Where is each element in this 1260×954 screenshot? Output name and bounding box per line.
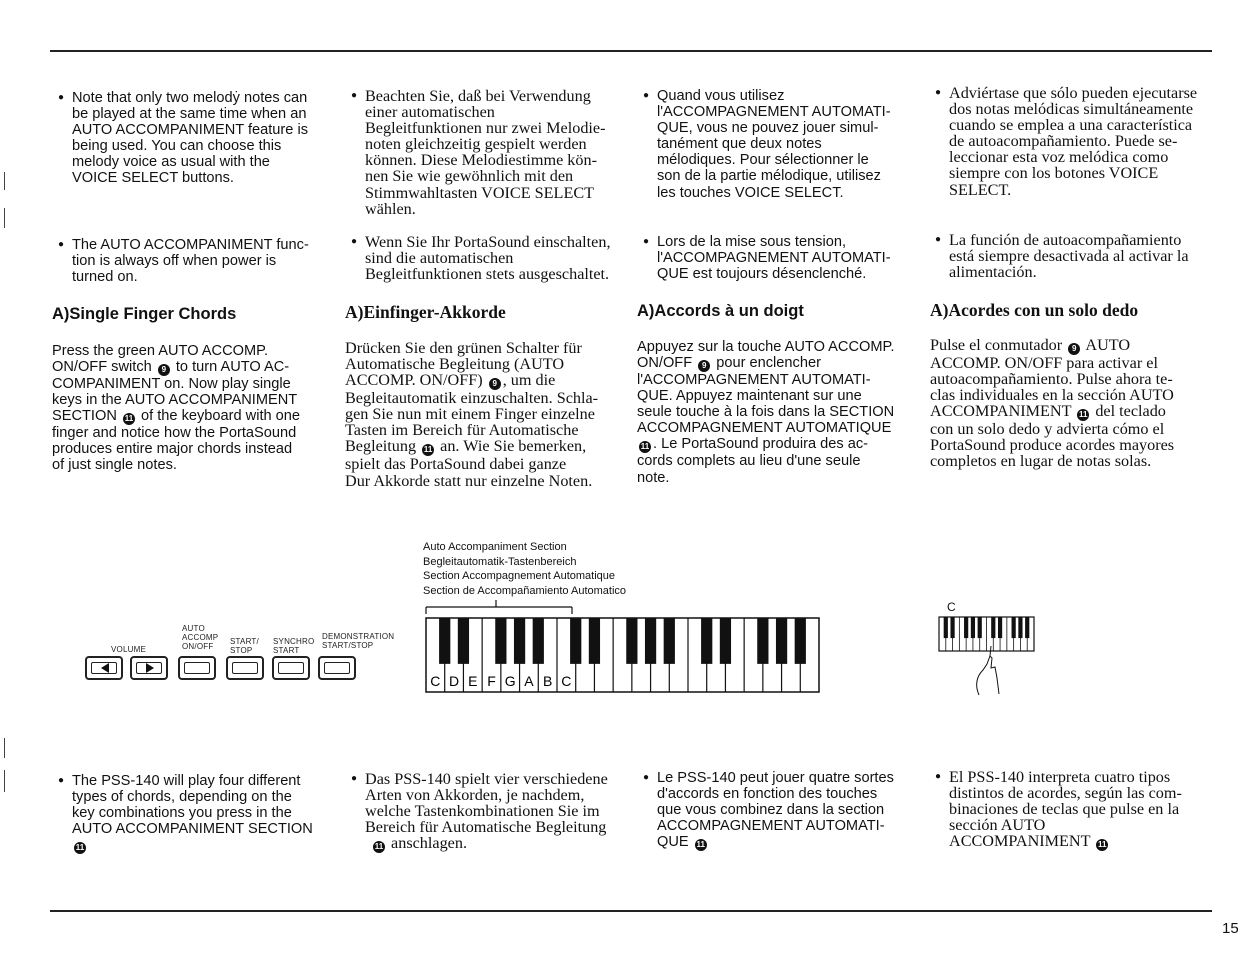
black-key bbox=[439, 618, 450, 664]
mini-black-key bbox=[978, 617, 982, 638]
black-key bbox=[720, 618, 731, 664]
english-column-note2 bbox=[58, 237, 336, 285]
spanish-column-note2 bbox=[935, 232, 1213, 280]
section-marker-icon: 11 bbox=[1098, 840, 1107, 850]
black-key bbox=[795, 618, 806, 664]
spanish-column bbox=[935, 85, 1213, 198]
section-marker-icon: 11 bbox=[640, 442, 650, 452]
keyboard-diagram bbox=[420, 600, 825, 695]
mini-black-key bbox=[964, 617, 968, 638]
fr-note-two-melody: ● Quand vous utilisez l'ACCOMPAGNEMENT AUTOMATI- QUE, vous ne pouvez jouer simul- tanément que deux notes mélodiques. Pour sélectionner le son de la partie mélodique, utilisez les touches VOICE SELECT. bbox=[643, 88, 921, 201]
black-key bbox=[776, 618, 787, 664]
volume-arrows-icon bbox=[85, 656, 175, 680]
note-label: C bbox=[430, 673, 441, 689]
start-stop-button[interactable] bbox=[226, 656, 264, 680]
section-label-es: Section de Accompañamiento Automatico bbox=[423, 584, 627, 597]
switch-marker-icon: 9 bbox=[489, 378, 501, 390]
auto-accomp-onoff-button[interactable] bbox=[178, 656, 216, 680]
english-column bbox=[58, 90, 336, 187]
note-label: F bbox=[487, 673, 496, 689]
section-labels bbox=[423, 540, 626, 598]
mini-black-key bbox=[1012, 617, 1016, 638]
black-key bbox=[458, 618, 469, 664]
de-body: Drücken Sie den grünen Schalter für Automatische Begleitung (AUTO ACCOMP. ON/OFF) 9 , um die Begleitautomatik einzuschalten. Schla- gen Sie nun mit einem Finger einzelne Tasten im Bereich für Automatische Begleitung 11 an. Wie Sie bemerken, spielt das PortaSound dabei ganze Dur Akkorde statt nur einzelne Noten. bbox=[345, 339, 599, 490]
mini-black-key bbox=[950, 617, 954, 638]
page-number: 15 bbox=[1222, 920, 1239, 937]
es-body: Pulse el conmutador 9 AUTO ACCOMP. ON/OFF para activar el autoacompañamiento. Pulse ahora te- clas individuales en la sección AUTO ACCOMPANIMENT 11 del teclado con un solo dedo y advierta cómo el PortaSound produce acordes mayores completos en lugar de notas solas. bbox=[930, 336, 1175, 471]
margin-mark bbox=[4, 208, 5, 228]
switch-marker-icon: 9 bbox=[698, 360, 710, 372]
black-key bbox=[533, 618, 544, 664]
synchro-start-button[interactable] bbox=[272, 656, 310, 680]
german-column-note2 bbox=[351, 234, 629, 282]
margin-mark bbox=[4, 738, 5, 758]
fr-note-chord-types: ● Le PSS-140 peut jouer quatre sortes d'accords en fonction des touches que vous combinez dans la section ACCOMPAGNEMENT AUTOMATI- QUE 11 bbox=[643, 770, 921, 851]
switch-marker-icon: 9 bbox=[1068, 343, 1080, 355]
en-heading: A)Single Finger Chords bbox=[52, 305, 237, 323]
section-marker-icon: 11 bbox=[124, 414, 134, 424]
auto-accomp-label: AUTO ACCOMP ON/OFF bbox=[182, 624, 219, 651]
margin-mark bbox=[4, 172, 5, 190]
en-note-power: ● The AUTO ACCOMPANIMENT func- tion is always off when power is turned on. bbox=[58, 237, 336, 285]
start-stop-label: START/ STOP bbox=[230, 637, 259, 655]
demonstration-button[interactable] bbox=[318, 656, 356, 680]
mini-black-key bbox=[971, 617, 975, 638]
es-heading: A)Acordes con un solo dedo bbox=[930, 300, 1139, 320]
section-marker-icon: 11 bbox=[423, 445, 433, 455]
hand-keyboard-diagram bbox=[935, 612, 1045, 702]
fr-heading: A)Accords à un doigt bbox=[637, 302, 804, 320]
section-marker-icon: 11 bbox=[1079, 410, 1088, 420]
black-key bbox=[570, 618, 581, 664]
section-label-fr: Section Accompagnement Automatique bbox=[423, 570, 616, 582]
section-marker-icon: 11 bbox=[75, 843, 85, 853]
section-marker-icon: 11 bbox=[374, 842, 384, 852]
demonstration-label: DEMONSTRATION START/STOP bbox=[322, 632, 395, 650]
mini-black-key bbox=[1025, 617, 1029, 638]
es-note-chord-types: ● El PSS-140 interpreta cuatro tipos distintos de acordes, según las com- binaciones de teclas que pulse en la sección AUTO ACCOMPANIMENT 11 bbox=[935, 769, 1213, 851]
black-key bbox=[589, 618, 600, 664]
section-label-en: Auto Accompaniment Section bbox=[423, 541, 567, 553]
es-note-power: ● La función de autoacompañamiento está siempre desactivada al activar la alimentación. bbox=[935, 232, 1213, 280]
de-note-power: ● Wenn Sie Ihr PortaSound einschalten, sind die automatischen Begleitfunktionen stets ausgeschaltet. bbox=[351, 234, 629, 282]
french-column-note2 bbox=[643, 234, 921, 282]
mini-black-key bbox=[1018, 617, 1022, 638]
switch-marker-icon: 9 bbox=[158, 364, 170, 376]
mini-black-key bbox=[944, 617, 948, 638]
black-key bbox=[514, 618, 525, 664]
german-column bbox=[351, 88, 629, 217]
de-note-chord-types: ● Das PSS-140 spielt vier verschiedene Arten von Akkorden, je nachdem, welche Tastenkombinationen Sie im Bereich für Automatische Begleitung 11 anschlagen. bbox=[351, 771, 629, 853]
black-key bbox=[664, 618, 675, 664]
note-label: C bbox=[561, 673, 572, 689]
black-key bbox=[645, 618, 656, 664]
fr-note-power: ● Lors de la mise sous tension, l'ACCOMPAGNEMENT AUTOMATI- QUE est toujours désenclenché. bbox=[643, 234, 921, 282]
black-key bbox=[757, 618, 768, 664]
en-note-chord-types: ● The PSS-140 will play four different types of chords, depending on the key combinations you press in the AUTO ACCOMPANIMENT SECTION 11 bbox=[58, 773, 336, 854]
bottom-rule bbox=[50, 910, 1212, 912]
section-label-de: Begleitautomatik-Tastenbereich bbox=[423, 555, 577, 568]
hand-icon bbox=[977, 656, 999, 695]
en-note-two-melody: ● Note that only two melodẏ notes can be played at the same time when an AUTO ACCOMPANIMENT feature is being used. You can choose this melody voice as usual with the VOICE SELECT buttons. bbox=[58, 90, 336, 187]
note-label: G bbox=[504, 673, 516, 689]
note-label: E bbox=[468, 673, 478, 689]
black-key bbox=[495, 618, 506, 664]
note-label: D bbox=[449, 673, 460, 689]
volume-label: VOLUME bbox=[111, 645, 146, 654]
en-body: Press the green AUTO ACCOMP. ON/OFF switch 9 to turn AUTO AC- COMPANIMENT on. Now play single keys in the AUTO ACCOMPANIMENT SECTION 11 of the keyboard with one finger and notice how the PortaSound produces entire major chords instead of just single notes. bbox=[52, 343, 301, 474]
note-label: B bbox=[542, 673, 553, 689]
fr-body: Appuyez sur la touche AUTO ACCOMP. ON/OFF 9 pour enclencher l'ACCOMPAGNEMENT AUTOMATI- QUE. Appuyez maintenant sur une seule touche à la fois dans la SECTION ACCOMPAGNEMENT AUTOMATIQUE 11 . Le PortaSound produira des ac- cords complets au lieu d'une seule note. bbox=[637, 339, 895, 486]
hand-diagram-label: C bbox=[947, 600, 956, 614]
black-key bbox=[626, 618, 637, 664]
de-note-two-melody: ● Beachten Sie, daß bei Verwendung einer automatischen Begleitfunktionen nur zwei Melodie- noten gleichzeitig gespielt werden können. Diese Melodiestimme kön- nen Sie wie gewöhnlich mit den Stimmwahltasten VOICE SELECT wählen. bbox=[351, 88, 629, 217]
section-marker-icon: 11 bbox=[696, 840, 705, 850]
note-label: A bbox=[524, 673, 534, 689]
mini-black-key bbox=[998, 617, 1002, 638]
es-note-two-melody: ● Adviértase que sólo pueden ejecutarse dos notas melódicas simultáneamente cuando se emplea a una característica de autoacompañamiento. Puede se- leccionar esta voz melódica como siempre con los botones VOICE SELECT. bbox=[935, 85, 1213, 198]
margin-mark bbox=[4, 770, 5, 792]
french-column bbox=[643, 88, 921, 201]
de-heading: A)Einfinger-Akkorde bbox=[345, 302, 506, 322]
black-key bbox=[701, 618, 712, 664]
synchro-start-label: SYNCHRO START bbox=[273, 637, 315, 655]
section-bracket bbox=[426, 600, 572, 614]
top-rule bbox=[50, 50, 1212, 52]
mini-black-key bbox=[991, 617, 995, 638]
